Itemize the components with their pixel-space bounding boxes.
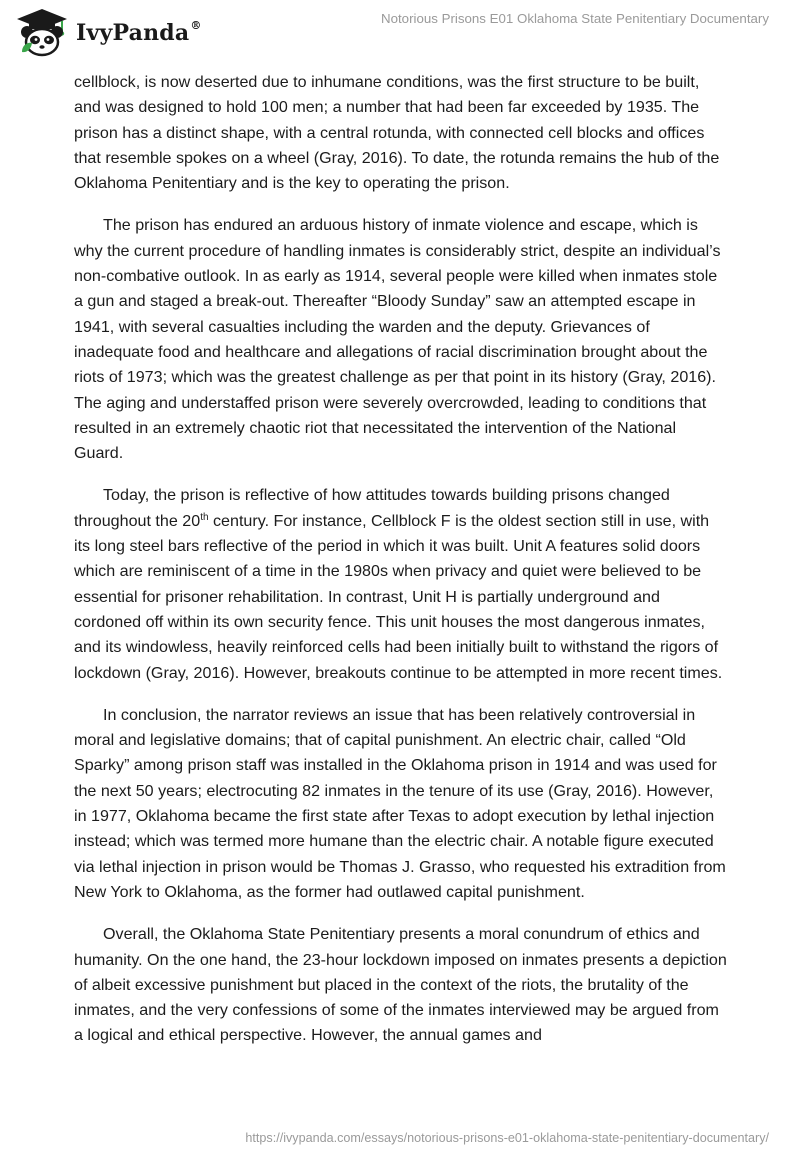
paragraph-3: [74, 483, 728, 685]
paragraph-3-rest: century. For instance, Cellblock F is the oldest section still in use, with its long steel bars reflective of the period in which it was built. Unit A features solid doors which are reminiscent of a time in the 1980s when privacy and quiet were believed to be essential for prisoner rehabilitation. In contrast, Unit H is partially underground and cordoned off within its own security fence. This unit houses the most dangerous inmates, and its windowless, heavily reinforced cells had been initially built to withstand the rigors of lockdown (Gray, 2016). However, breakouts continue to be attempted in more recent times.: [74, 511, 723, 682]
panda-graduation-cap-icon: [14, 6, 70, 58]
page-header: [0, 0, 800, 70]
essay-body: [74, 70, 728, 1066]
document-title: Notorious Prisons E01 Oklahoma State Penitentiary Documentary: [380, 11, 769, 26]
ivypanda-logo[interactable]: [14, 6, 202, 58]
source-url[interactable]: https://ivypanda.com/essays/notorious-prisons-e01-oklahoma-state-penitentiary-documentary/: [245, 1131, 769, 1145]
paragraph-3-start: Today, the prison is reflective of how attitudes towards building prisons changed throughout the 20: [74, 486, 670, 530]
ordinal-superscript: th: [200, 511, 209, 523]
paragraph-1: cellblock, is now deserted due to inhumane conditions, was the first structure to be built, and was designed to hold 100 men; a number that had been far exceeded by 1935. The prison has a distinct shape, with a central rotunda, with connected cell blocks and offices that resemble spokes on a wheel (Gray, 2016). To date, the rotunda remains the hub of the Oklahoma Penitentiary and is the key to operating the prison.: [74, 73, 720, 193]
paragraph-5: Overall, the Oklahoma State Penitentiary presents a moral conundrum of ethics and humanity. On the one hand, the 23-hour lockdown imposed on inmates presents a depiction of albeit excessive punishment but placed in the context of the riots, the brutality of the inmates, and the very confessions of some of the inmates interviewed may be argued from a logical and ethical perspective. However, the annual games and: [74, 925, 727, 1045]
paragraph-2: The prison has endured an arduous history of inmate violence and escape, which is why the current procedure of handling inmates is considerably strict, despite an individual’s non-combative outlook. In as early as 1914, several people were killed when inmates stole a gun and staged a break-out. Thereafter “Bloody Sunday” saw an attempted escape in 1941, with several casualties including the warden and the deputy. Grievances of inadequate food and healthcare and allegations of racial discrimination brought about the riots of 1973; which was the greatest challenge as per that point in its history (Gray, 2016). The aging and understaffed prison were severely overcrowded, leading to conditions that resulted in an extremely chaotic riot that necessitated the intervention of the National Guard.: [74, 216, 721, 463]
paragraph-4: In conclusion, the narrator reviews an issue that has been relatively controversial in moral and legislative domains; that of capital punishment. An electric chair, called “Old Sparky” among prison staff was installed in the Oklahoma prison in 1914 and was used for the next 50 years; electrocuting 82 inmates in the tenure of its use (Gray, 2016). However, in 1977, Oklahoma became the first state after Texas to adopt execution by lethal injection instead; which was termed more humane than the electric chair. A notable figure executed via lethal injection in prison would be Thomas J. Grasso, who requested his extradition from New York to Oklahoma, as the former had outlawed capital punishment.: [74, 705, 726, 901]
brand-name: IvyPanda®: [76, 18, 202, 46]
registered-mark: ®: [190, 18, 202, 32]
